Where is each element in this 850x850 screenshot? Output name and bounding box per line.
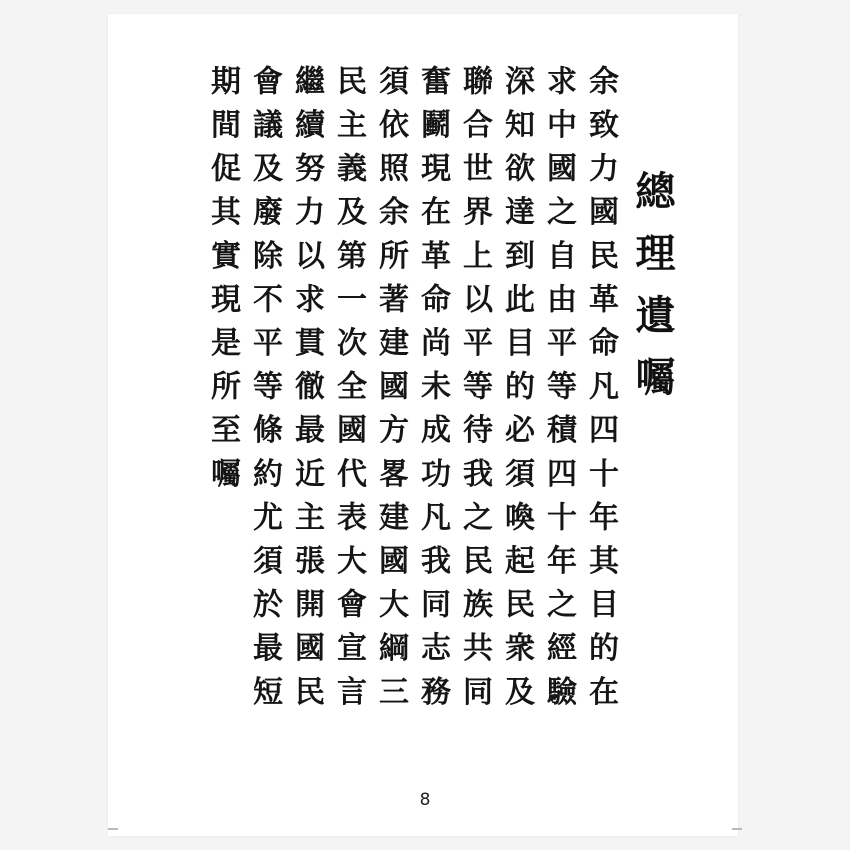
crop-mark-left [108,828,118,830]
text-column-1: 余致力國民革命凡四十年其目的在 [583,65,618,719]
text-column-3: 深知欲達到此目的必須喚起民衆及 [499,65,534,719]
text-column-6: 須依照余所著建國方畧建國大綱三 [373,65,408,719]
text-column-9: 會議及廢除不平等條約尤須於最短 [247,65,282,719]
document-title: 總理遺囑 [629,170,676,418]
page-number: 8 [419,790,431,810]
crop-mark-right [732,828,742,830]
text-column-7: 民主義及第一次全國代表大會宣言 [331,65,366,719]
text-column-8: 繼續努力以求貫徹最近主張開國民 [289,65,324,719]
text-column-2: 求中國之自由平等積四十年之經驗 [541,65,576,719]
text-column-4: 聯合世界上以平等待我之民族共同 [457,65,492,719]
text-column-10: 期間促其實現是所至囑 [205,65,240,501]
text-column-5: 奮鬬現在革命尚未成功凡我同志務 [415,65,450,719]
